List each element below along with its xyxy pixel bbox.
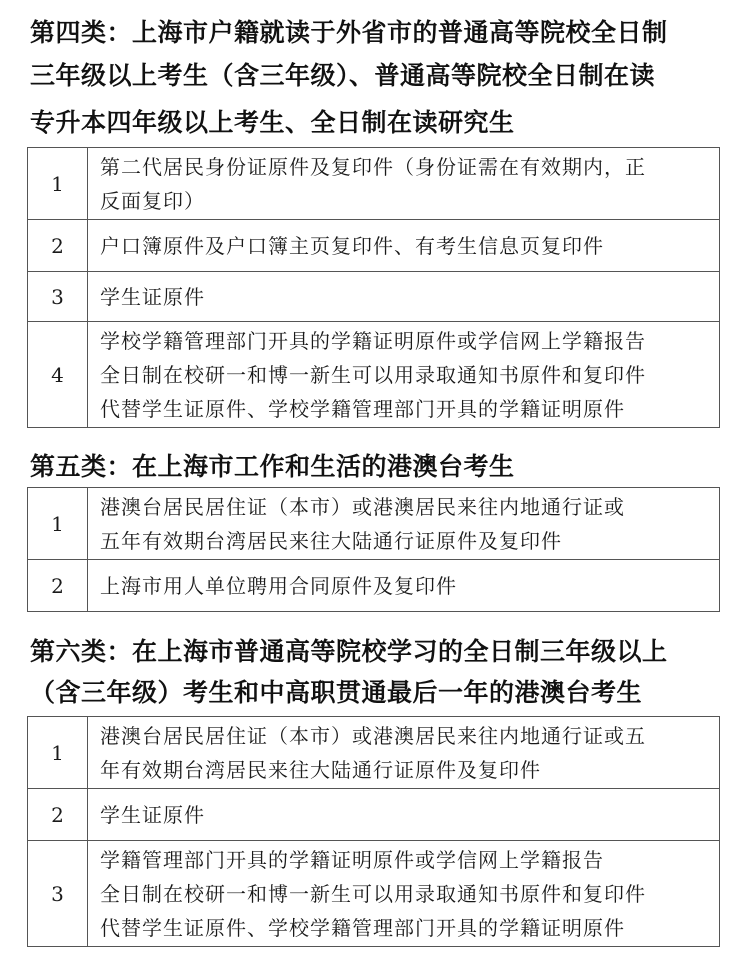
row-text: [88, 220, 720, 272]
section6-table: [27, 716, 720, 947]
text-line: 全日制在校研一和博一新生可以用录取通知书原件和复印件: [100, 881, 646, 906]
text-line: 户口簿原件及户口簿主页复印件、有考生信息页复印件: [100, 233, 604, 258]
row-text: [88, 488, 720, 560]
text-line: 学校学籍管理部门开具的学籍证明原件或学信网上学籍报告: [100, 328, 646, 353]
row-text: [88, 789, 720, 841]
section4-heading-line-1: 第四类：上海市户籍就读于外省市的普通高等院校全日制: [30, 18, 668, 47]
text-line: 代替学生证原件、学校学籍管理部门开具的学籍证明原件: [100, 396, 625, 421]
table-row: [28, 717, 720, 789]
text-line: 上海市用人单位聘用合同原件及复印件: [100, 573, 457, 598]
section6-heading-line-1: 第六类：在上海市普通高等院校学习的全日制三年级以上: [30, 637, 668, 666]
text-line: 反面复印）: [100, 188, 205, 213]
text-line: 代替学生证原件、学校学籍管理部门开具的学籍证明原件: [100, 915, 625, 940]
text-line: 港澳台居民居住证（本市）或港澳居民来往内地通行证或五: [100, 723, 646, 748]
row-text: [88, 272, 720, 322]
table-row: [28, 560, 720, 612]
table-row: [28, 322, 720, 428]
section4-heading-line-2: 三年级以上考生（含三年级）、普通高等院校全日制在读: [30, 61, 656, 90]
text-line: 第二代居民身份证原件及复印件（身份证需在有效期内，正: [100, 154, 646, 179]
row-number: 2: [28, 789, 88, 841]
row-text: [88, 148, 720, 220]
row-text: [88, 841, 720, 947]
text-line: 学生证原件: [100, 284, 205, 309]
table-row: [28, 789, 720, 841]
row-number: 4: [28, 322, 88, 428]
text-line: 五年有效期台湾居民来往大陆通行证原件及复印件: [100, 528, 562, 553]
row-number: 3: [28, 272, 88, 322]
row-number: 3: [28, 841, 88, 947]
section6-heading-line-2: （含三年级）考生和中高职贯通最后一年的港澳台考生: [30, 678, 643, 707]
row-number: 2: [28, 220, 88, 272]
row-number: 1: [28, 488, 88, 560]
table-row: [28, 272, 720, 322]
table-row: [28, 220, 720, 272]
row-number: 1: [28, 148, 88, 220]
row-number: 1: [28, 717, 88, 789]
table-row: [28, 841, 720, 947]
row-text: [88, 560, 720, 612]
text-line: 港澳台居民居住证（本市）或港澳居民来往内地通行证或: [100, 494, 625, 519]
row-text: [88, 717, 720, 789]
row-number: 2: [28, 560, 88, 612]
table-row: [28, 148, 720, 220]
section4-table: [27, 147, 720, 428]
text-line: 年有效期台湾居民来往大陆通行证原件及复印件: [100, 757, 541, 782]
section5-heading: 第五类：在上海市工作和生活的港澳台考生: [30, 452, 515, 481]
section4-heading-line-3: 专升本四年级以上考生、全日制在读研究生: [30, 108, 515, 137]
text-line: 全日制在校研一和博一新生可以用录取通知书原件和复印件: [100, 362, 646, 387]
table-row: [28, 488, 720, 560]
row-text: [88, 322, 720, 428]
section5-table: [27, 487, 720, 612]
text-line: 学生证原件: [100, 802, 205, 827]
text-line: 学籍管理部门开具的学籍证明原件或学信网上学籍报告: [100, 847, 604, 872]
